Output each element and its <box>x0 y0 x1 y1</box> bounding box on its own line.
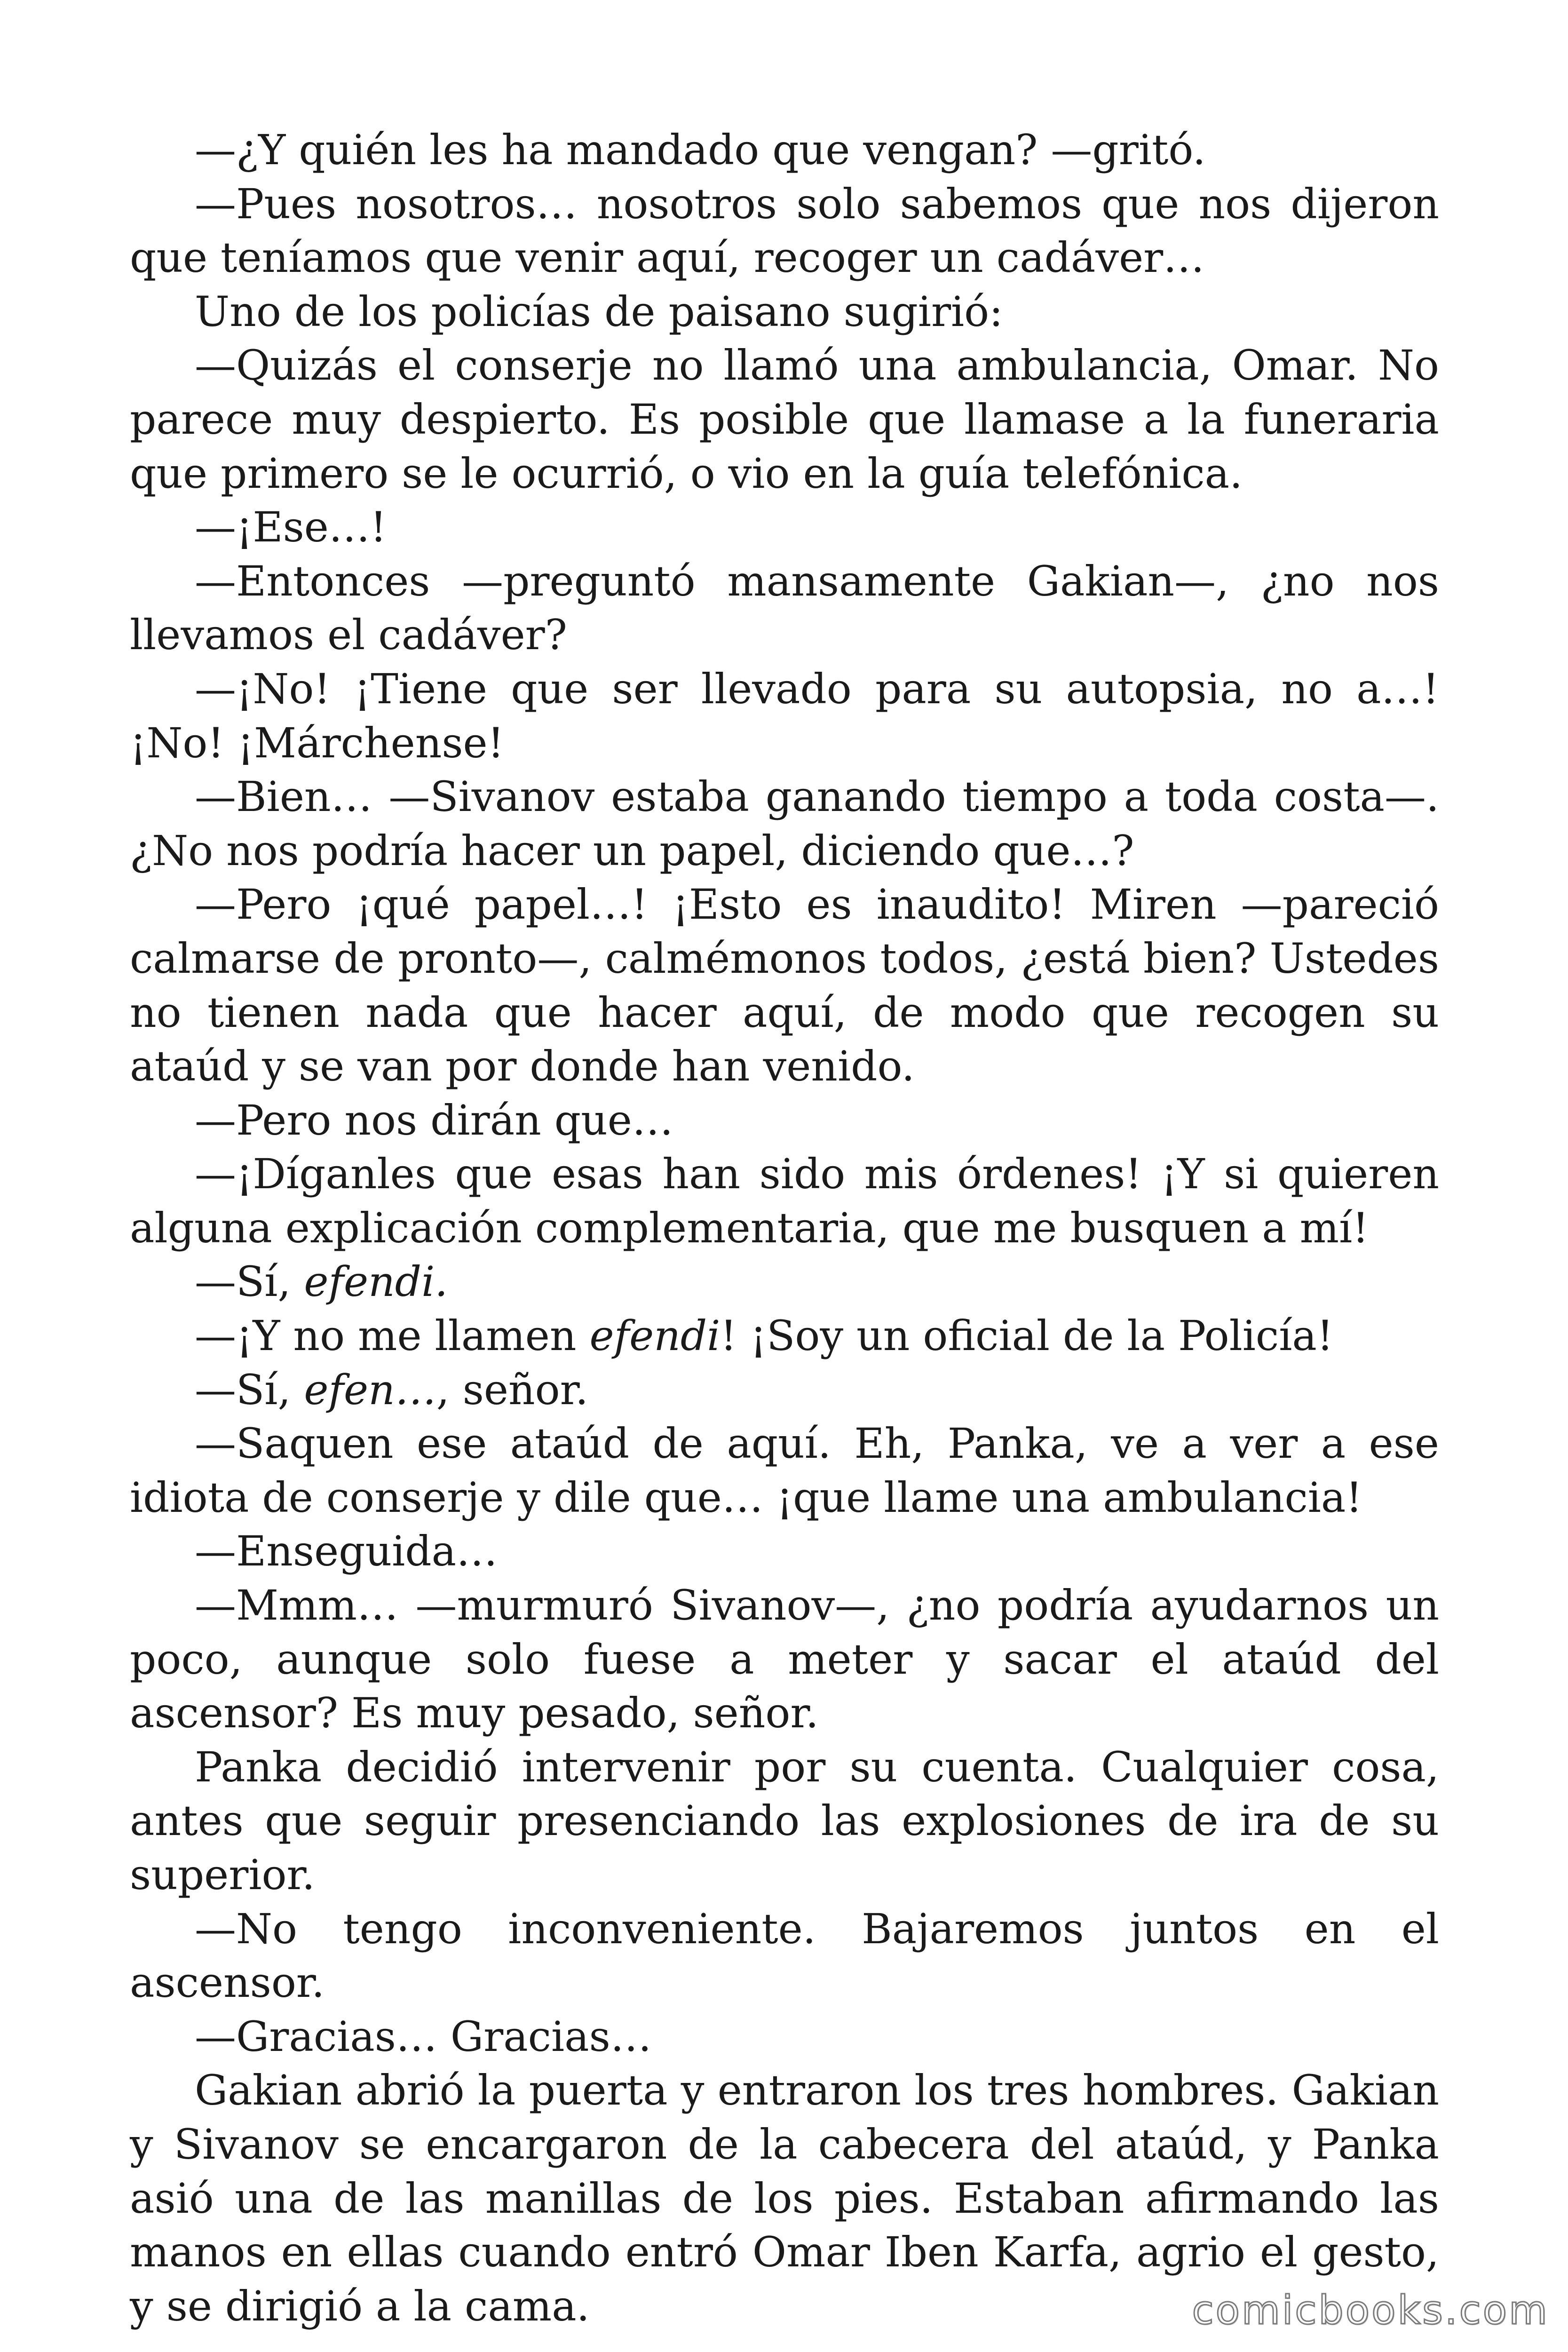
text-run: —Gracias… Gracias… <box>195 2012 652 2061</box>
text-run: —¡Díganles que esas han sido mis órdenes! ¡Y si quieren alguna explicación complementaria, que me busquen a mí! <box>130 1150 1439 1252</box>
text-run: —Pero ¡qué papel…! ¡Esto es inaudito! Miren —pareció calmarse de pronto—, calmémonos todos, ¿está bien? Ustedes no tienen nada que hacer aquí, de modo que recogen su ataúd y se van por donde han venido. <box>130 880 1439 1091</box>
text-run: —Bien… —Sivanov estaba ganando tiempo a toda costa—. ¿No nos podría hacer un papel, diciendo que…? <box>130 772 1439 875</box>
paragraph <box>130 662 1439 770</box>
paragraph <box>130 1255 1439 1309</box>
text-run: Gakian abrió la puerta y entraron los tres hombres. Gakian y Sivanov se encargaron de la cabecera del ataúd, y Panka asió una de las manillas de los pies. Estaban afirmando las manos en ellas cuando entró Omar Iben Karfa, agrio el gesto, y se dirigió a la cama. <box>130 2066 1439 2330</box>
paragraph <box>130 770 1439 878</box>
paragraph <box>130 285 1439 339</box>
paragraph <box>130 339 1439 501</box>
paragraph <box>130 1740 1439 1902</box>
text-run: —Mmm… —murmuró Sivanov—, ¿no podría ayudarnos un poco, aunque solo fuese a meter y sacar el ataúd del ascensor? Es muy pesado, señor. <box>130 1581 1439 1738</box>
text-run: —¡No! ¡Tiene que ser llevado para su autopsia, no a…! ¡No! ¡Márchense! <box>130 664 1439 767</box>
paragraph <box>130 555 1439 662</box>
italic-text: efendi <box>589 1311 721 1360</box>
text-run: —Entonces —preguntó mansamente Gakian—, ¿no nos llevamos el cadáver? <box>130 556 1439 660</box>
body-text <box>130 123 1439 2333</box>
paragraph <box>130 1094 1439 1148</box>
text-run: ! ¡Soy un oficial de la Policía! <box>720 1311 1334 1360</box>
paragraph <box>130 1417 1439 1525</box>
paragraph <box>130 1363 1439 1417</box>
text-run: , señor. <box>436 1365 588 1414</box>
watermark: comicbooks.com <box>1192 2287 1549 2333</box>
paragraph <box>130 1902 1439 2010</box>
text-run: —Pues nosotros… nosotros solo sabemos que nos dijeron que teníamos que venir aquí, recoger un cadáver… <box>130 179 1439 282</box>
text-run: —¡Ese…! <box>195 503 387 552</box>
text-run: —¡Y no me llamen <box>195 1311 590 1360</box>
text-run: Panka decidió intervenir por su cuenta. Cualquier cosa, antes que seguir presenciando las explosiones de ira de su superior. <box>130 1742 1439 1899</box>
italic-text: efen… <box>304 1365 436 1414</box>
italic-text: efendi. <box>304 1257 448 1306</box>
paragraph <box>130 1579 1439 1740</box>
paragraph <box>130 501 1439 555</box>
text-run: —Sí, <box>195 1257 304 1306</box>
text-run: —Pero nos dirán que… <box>195 1096 673 1144</box>
paragraph <box>130 123 1439 177</box>
text-run: —¿Y quién les ha mandado que vengan? —gritó. <box>195 126 1206 174</box>
text-run: —Saquen ese ataúd de aquí. Eh, Panka, ve a ver a ese idiota de conserje y dile que… ¡que llame una ambulancia! <box>130 1419 1439 1522</box>
text-run: —Sí, <box>195 1365 304 1414</box>
text-run: —No tengo inconveniente. Bajaremos juntos en el ascensor. <box>130 1904 1439 2007</box>
text-run: —Enseguida… <box>195 1527 498 1576</box>
text-run: Uno de los policías de paisano sugirió: <box>195 287 1003 336</box>
paragraph <box>130 2010 1439 2064</box>
paragraph <box>130 1309 1439 1363</box>
text-run: —Quizás el conserje no llamó una ambulancia, Omar. No parece muy despierto. Es posible que llamase a la funeraria que primero se le ocurrió, o vio en la guía telefónica. <box>130 341 1439 498</box>
paragraph <box>130 1147 1439 1255</box>
paragraph <box>130 1525 1439 1579</box>
paragraph <box>130 177 1439 285</box>
paragraph <box>130 878 1439 1093</box>
